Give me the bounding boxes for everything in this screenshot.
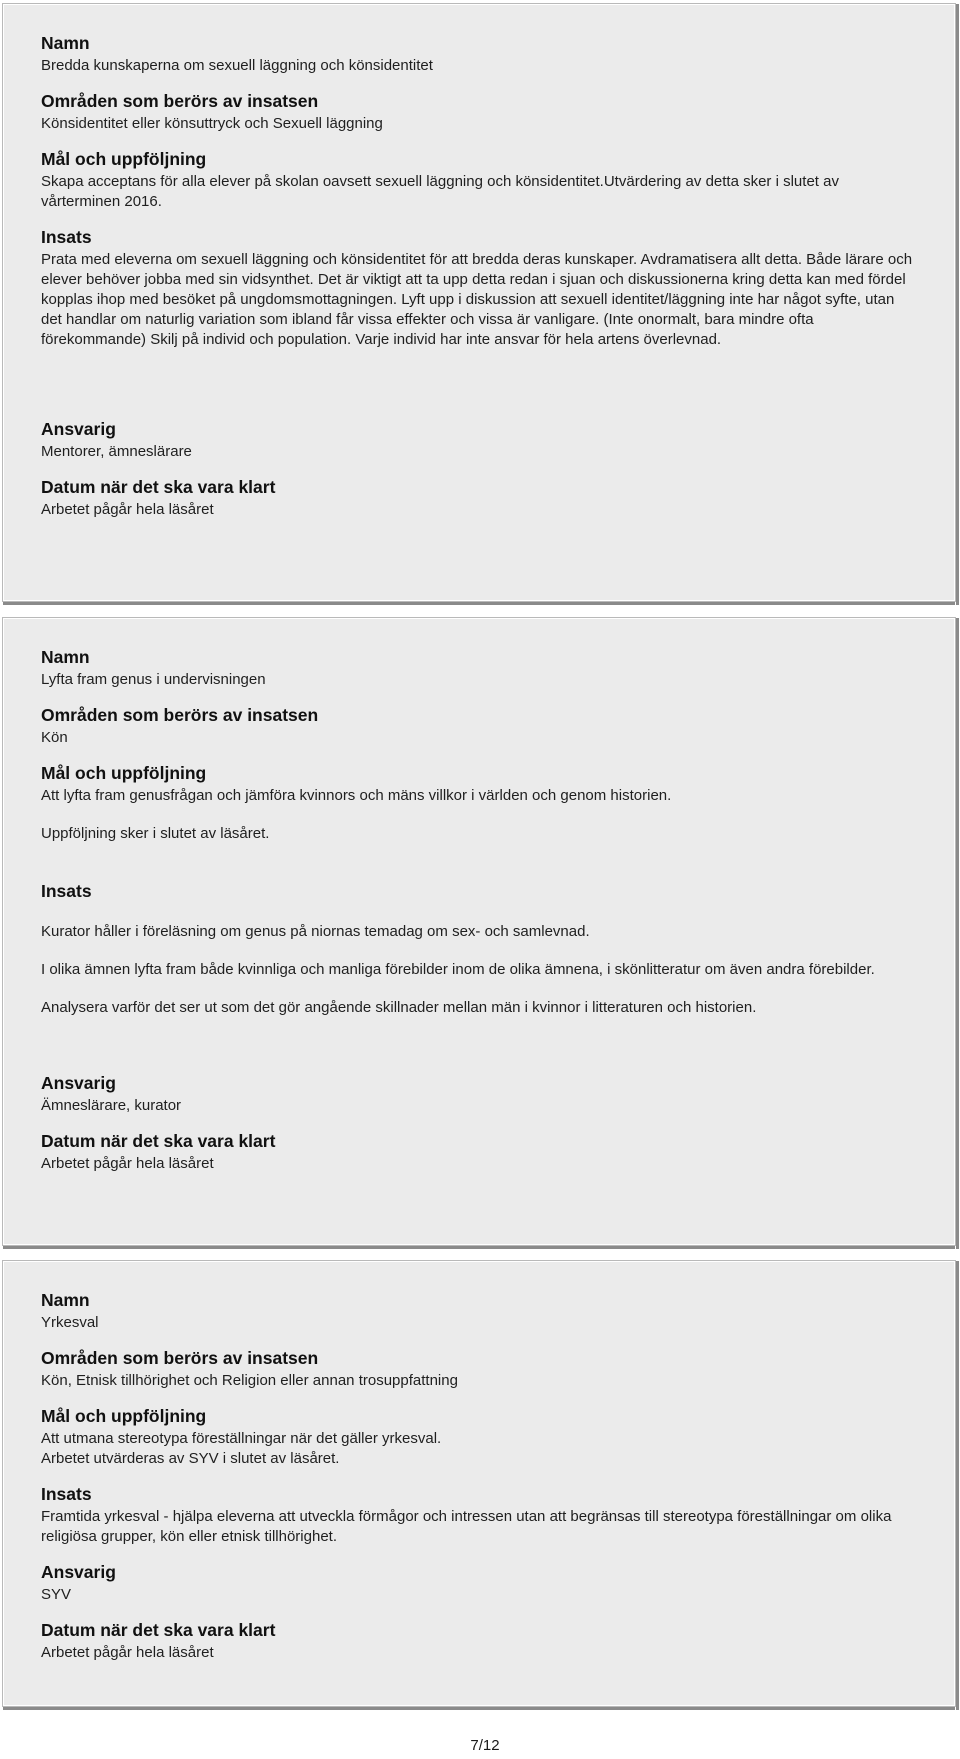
mal-value bbox=[41, 172, 915, 212]
omraden-value: Könsidentitet eller könsuttryck och Sexuell läggning bbox=[41, 115, 383, 132]
omraden-label: Områden som berörs av insatsen bbox=[41, 91, 319, 111]
insats-value bbox=[41, 922, 915, 1018]
ansvarig-label: Ansvarig bbox=[41, 419, 116, 439]
insats-label: Insats bbox=[41, 227, 92, 247]
omraden-value: Kön, Etnisk tillhörighet och Religion eller annan trosuppfattning bbox=[41, 1372, 458, 1389]
insats-paragraph: Framtida yrkesval - hjälpa eleverna att utveckla förmågor och intressen utan att begränsas till stereotypa föreställningar om olika religiösa grupper, kön eller etnisk tillhörighet. bbox=[41, 1508, 892, 1545]
omraden-value: Kön bbox=[41, 729, 68, 746]
insats-label: Insats bbox=[41, 1484, 92, 1504]
omraden-label: Områden som berörs av insatsen bbox=[41, 705, 319, 725]
datum-value: Arbetet pågår hela läsåret bbox=[41, 501, 214, 518]
namn-value: Lyfta fram genus i undervisningen bbox=[41, 671, 266, 688]
mal-label: Mål och uppföljning bbox=[41, 1406, 207, 1426]
action-card-2 bbox=[2, 617, 956, 1246]
namn-label: Namn bbox=[41, 647, 90, 667]
action-card-3 bbox=[2, 1260, 956, 1707]
mal-paragraph: Arbetet utvärderas av SYV i slutet av läsåret. bbox=[41, 1450, 340, 1467]
datum-label: Datum när det ska vara klart bbox=[41, 1131, 276, 1151]
namn-label: Namn bbox=[41, 1290, 90, 1310]
ansvarig-value: SYV bbox=[41, 1586, 72, 1603]
mal-label: Mål och uppföljning bbox=[41, 149, 207, 169]
mal-value bbox=[41, 786, 915, 844]
insats-paragraph: I olika ämnen lyfta fram både kvinnliga och manliga förebilder inom de olika ämnena, i skönlitteratur om även andra förebilder. bbox=[41, 961, 875, 978]
namn-value: Bredda kunskaperna om sexuell läggning och könsidentitet bbox=[41, 57, 433, 74]
datum-label: Datum när det ska vara klart bbox=[41, 1620, 276, 1640]
datum-value: Arbetet pågår hela läsåret bbox=[41, 1644, 214, 1661]
insats-label: Insats bbox=[41, 881, 92, 901]
ansvarig-value: Mentorer, ämneslärare bbox=[41, 443, 192, 460]
datum-label: Datum när det ska vara klart bbox=[41, 477, 276, 497]
insats-paragraph: Prata med eleverna om sexuell läggning och könsidentitet för att bredda deras kunskaper. Avdramatisera allt detta. Både lärare och elever behöver jobba med sin vidsynthet. Det är viktigt att ta upp detta redan i sjuan och diskussionerna kring detta kan med fördel kopplas ihop med besöket på ungdomsmottagningen. Lyft upp i diskussion att sexuell identitet/läggning inte har något syfte, utan det handlar om naturlig variation som ibland får vissa effekter och vissa är vanligare. (Inte onormalt, bara mindre ofta förekommande) Skilj på individ och population. Varje individ har inte ansvar för hela artens överlevnad. bbox=[41, 251, 913, 348]
namn-value: Yrkesval bbox=[41, 1314, 99, 1331]
mal-paragraph: Att utmana stereotypa föreställningar när det gäller yrkesval. bbox=[41, 1430, 442, 1447]
insats-value bbox=[41, 1507, 915, 1547]
namn-label: Namn bbox=[41, 33, 90, 53]
page-number: 7/12 bbox=[470, 1737, 500, 1754]
ansvarig-value: Ämneslärare, kurator bbox=[41, 1097, 182, 1114]
mal-paragraph: Uppföljning sker i slutet av läsåret. bbox=[41, 825, 270, 842]
insats-paragraph: Analysera varför det ser ut som det gör angående skillnader mellan män i kvinnor i litteraturen och historien. bbox=[41, 999, 757, 1016]
insats-paragraph: Kurator håller i föreläsning om genus på niornas temadag om sex- och samlevnad. bbox=[41, 923, 590, 940]
mal-paragraph: Skapa acceptans för alla elever på skolan oavsett sexuell läggning och könsidentitet.Utvärdering av detta sker i slutet av vårterminen 2016. bbox=[41, 173, 839, 210]
omraden-label: Områden som berörs av insatsen bbox=[41, 1348, 319, 1368]
datum-value: Arbetet pågår hela läsåret bbox=[41, 1155, 214, 1172]
mal-value bbox=[41, 1429, 915, 1469]
mal-label: Mål och uppföljning bbox=[41, 763, 207, 783]
mal-paragraph: Att lyfta fram genusfrågan och jämföra kvinnors och mäns villkor i världen och genom historien. bbox=[41, 787, 672, 804]
insats-value bbox=[41, 250, 915, 350]
action-card-1 bbox=[2, 3, 956, 602]
ansvarig-label: Ansvarig bbox=[41, 1562, 116, 1582]
ansvarig-label: Ansvarig bbox=[41, 1073, 116, 1093]
